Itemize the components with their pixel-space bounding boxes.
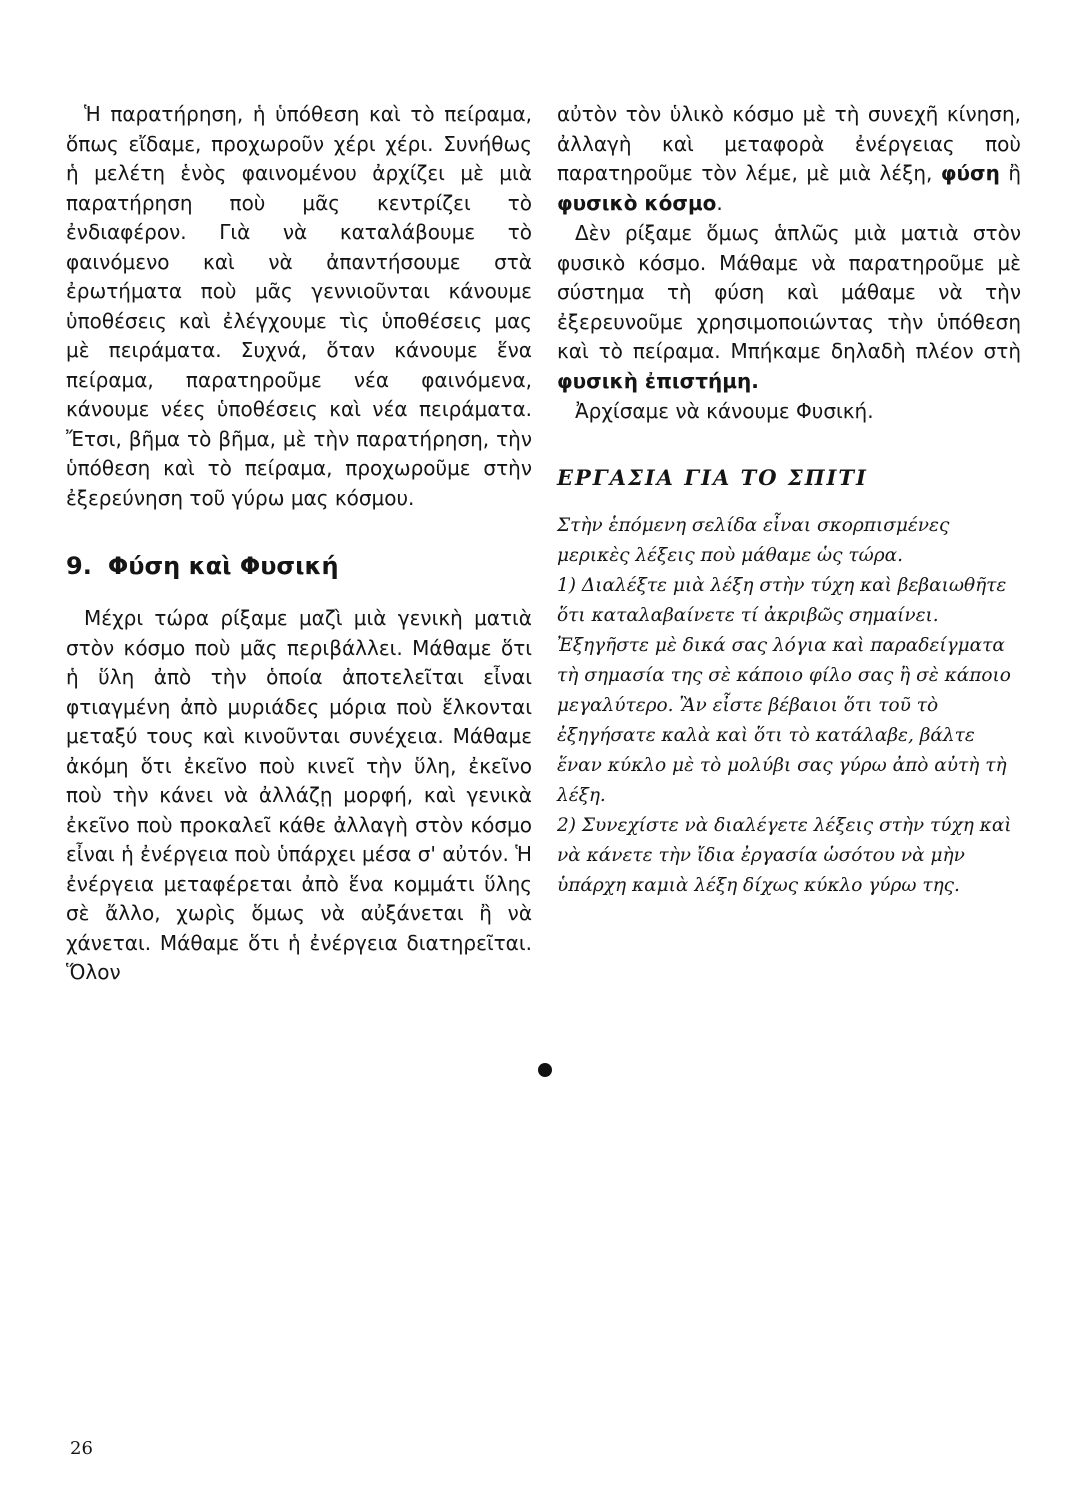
continued-paragraph: αὐτὸν τὸν ὑλικὸ κόσμο μὲ τὴ συνεχῆ κίνηση, ἀλλαγὴ καὶ μεταφορὰ ἐνέργειας ποὺ παρατηροῦμε τὸν λέμε, μὲ μιὰ λέξη, φύση ἢ φυσικὸ κόσμο.	[557, 102, 1022, 215]
left-column	[66, 100, 532, 988]
homework-block	[557, 511, 1021, 901]
homework-intro: Στὴν ἑπόμενη σελίδα εἶναι σκορπισμένες μερικὲς λέξεις ποὺ μάθαμε ὡς τώρα.	[557, 514, 950, 566]
closing-paragraph: Ἀρχίσαμε νὰ κάνουμε Φυσική.	[575, 399, 874, 423]
term-physis: φύση	[940, 161, 1000, 185]
intro-text	[66, 100, 532, 513]
right-column	[557, 100, 1021, 901]
section-text	[66, 604, 532, 988]
page-number: 26	[70, 1438, 93, 1459]
section-title: Φύση καὶ Φυσική	[107, 552, 339, 580]
science-text: Δὲν ρίξαμε ὅμως ἁπλῶς μιὰ ματιὰ στὸν φυσικὸ κόσμο. Μάθαμε νὰ παρατηροῦμε μὲ σύστημα τὴ φύση καὶ μάθαμε νὰ τὴν ἐξερευνοῦμε χρησιμοποιώντας τὴν ὑπόθεση καὶ τὸ πείραμα. Μπήκαμε δηλαδὴ πλέον στὴ	[557, 221, 1021, 363]
term-physical-science: φυσικὴ ἐπιστήμη.	[557, 368, 759, 393]
homework-title: ΕΡΓΑΣΙΑ ΓΙΑ ΤΟ ΣΠΙΤΙ	[557, 464, 868, 490]
section-heading	[66, 551, 532, 581]
intro-paragraph: Ἡ παρατήρηση, ἡ ὑπόθεση καὶ τὸ πείραμα, ὅπως εἴδαμε, προχωροῦν χέρι χέρι. Συνήθως ἡ μελέτη ἑνὸς φαινομένου ἀρχίζει μὲ μιὰ παρατήρηση ποὺ μᾶς κεντρίζει τὸ ἐνδιαφέρον. Γιὰ νὰ καταλάβουμε τὸ φαινόμενο καὶ νὰ ἀπαντήσουμε στὰ ἐρωτήματα ποὺ μᾶς γεννιοῦνται κάνουμε ὑποθέσεις καὶ ἐλέγχουμε τὶς ὑποθέσεις μας μὲ πειράματα. Συχνά, ὅταν κάνουμε ἕνα πείραμα, παρατηροῦμε νέα φαινόμενα, κάνουμε νέες ὑποθέσεις καὶ νέα πειράματα. Ἔτσι, βῆμα τὸ βῆμα, μὲ τὴν παρατήρηση, τὴν ὑπόθεση καὶ τὸ πείραμα, προχωροῦμε στὴν ἐξερεύνηση τοῦ γύρω μας κόσμου.	[66, 102, 532, 510]
bullet-dot	[538, 1063, 552, 1077]
term-physical-world: φυσικὸ κόσμο	[557, 190, 717, 215]
section-number: 9.	[66, 552, 92, 580]
section-paragraph: Μέχρι τώρα ρίξαμε μαζὶ μιὰ γενικὴ ματιὰ στὸν κόσμο ποὺ μᾶς περιβάλλει. Μάθαμε ὅτι ἡ ὕλη ἀπὸ τὴν ὁποία ἀποτελεῖται εἶναι φτιαγμένη ἀπὸ μυριάδες μόρια ποὺ ἕλκονται μεταξύ τους καὶ κινοῦνται συνέχεια. Μάθαμε ἀκόμη ὅτι ἐκεῖνο ποὺ κινεῖ τὴν ὕλη, ἐκεῖνο ποὺ τὴν κάνει νὰ ἀλλάζῃ μορφή, καὶ γενικὰ ἐκεῖνο ποὺ προκαλεῖ κάθε ἀλλαγὴ στὸν κόσμο εἶναι ἡ ἐνέργεια ποὺ ὑπάρχει μέσα σ' αὐτόν. Ἡ ἐνέργεια μεταφέρεται ἀπὸ ἕνα κομμάτι ὕλης σὲ ἄλλο, χωρὶς ὅμως νὰ αὐξάνεται ἢ νὰ χάνεται. Μάθαμε ὅτι ἡ ἐνέργεια διατηρεῖται. Ὅλον	[66, 606, 532, 984]
homework-item-2: 2) Συνεχίστε νὰ διαλέγετε λέξεις στὴν τύχη καὶ νὰ κάνετε τὴν ἴδια ἐργασία ὡσότου νὰ μὴν ὑπάρχη καμιὰ λέξη δίχως κύκλο γύρω της.	[557, 814, 1012, 896]
homework-item-1: 1) Διαλέξτε μιὰ λέξη στὴν τύχη καὶ βεβαιωθῆτε ὅτι καταλαβαίνετε τί ἀκριβῶς σημαίνει. Ἐξηγῆστε μὲ δικά σας λόγια καὶ παραδείγματα τὴ σημασία της σὲ κάποιο φίλο σας ἢ σὲ κάποιο μεγαλύτερο. Ἂν εἶστε βέβαιοι ὅτι τοῦ τὸ ἐξηγήσατε καλὰ καὶ ὅτι τὸ κατάλαβε, βάλτε ἕναν κύκλο μὲ τὸ μολύβι σας γύρω ἀπὸ αὐτὴ τὴ λέξη.	[557, 574, 1011, 806]
science-paragraph	[557, 219, 1021, 396]
right-text	[557, 100, 1021, 427]
or-word: ἢ	[1008, 161, 1022, 185]
continued-text: αὐτὸν τὸν ὑλικὸ κόσμο μὲ τὴ συνεχῆ κίνηση, ἀλλαγὴ καὶ μεταφορὰ ἐνέργειας ποὺ παρατηροῦμε τὸν λέμε, μὲ μιὰ λέξη,	[557, 102, 1021, 185]
